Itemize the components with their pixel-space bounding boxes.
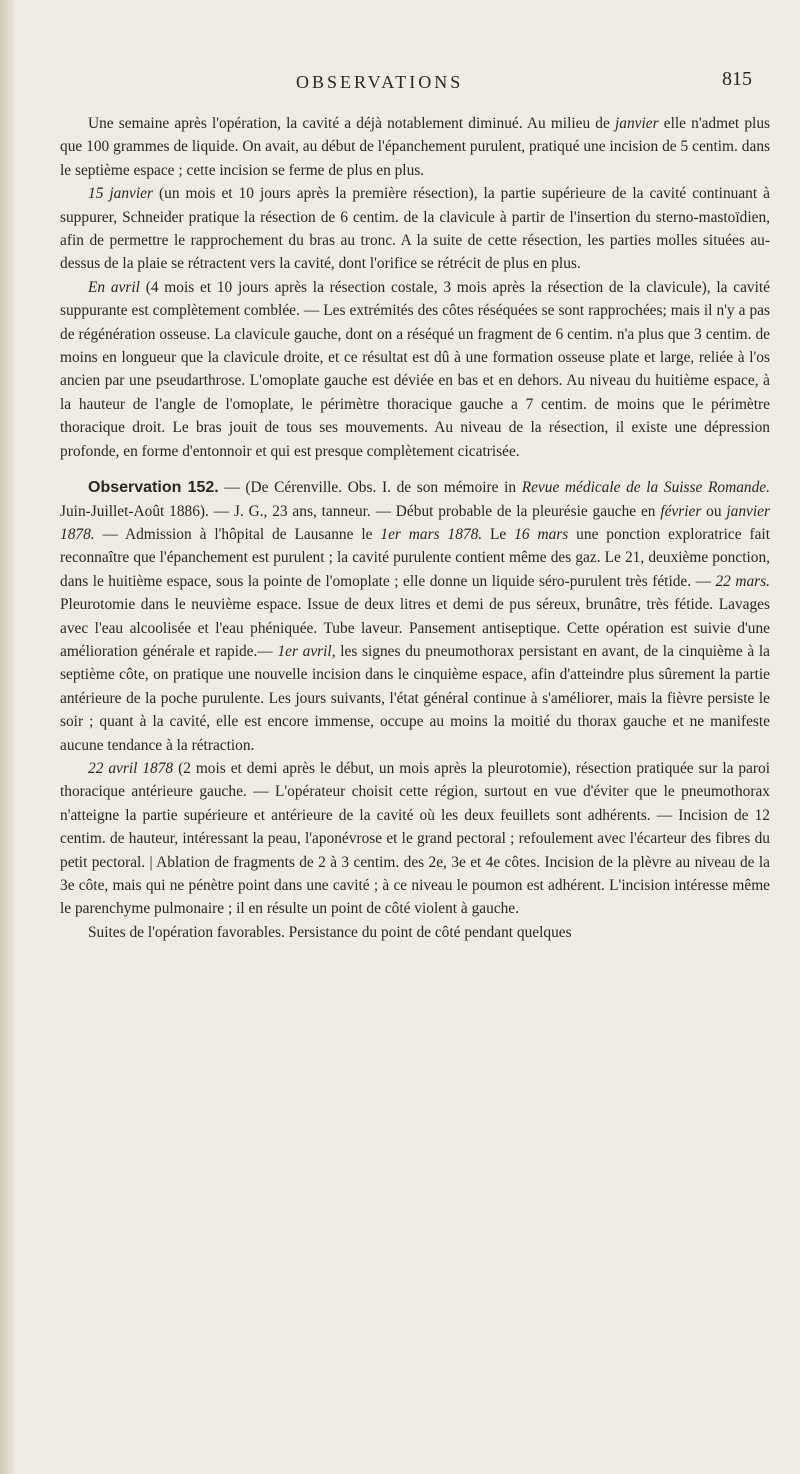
page-body [60, 112, 770, 944]
page-gutter-shadow [0, 0, 14, 1474]
paragraph: Suites de l'opération favorables. Persistance du point de côté pendant quelques [88, 923, 572, 941]
paragraph: 22 avril 1878 (2 mois et demi après le début, un mois après la pleurotomie), résection pratiquée sur la paroi thoracique antérieure gauche. — L'opérateur choisit cette région, surtout en vue d'éviter que le pneumothorax n'atteigne la partie supérieure et antérieure de la cavité où les deux feuillets sont adhérents. — Incision de 12 centim. de hauteur, intéressant la peau, l'aponévrose et le grand pectoral ; refoulement avec l'écarteur des fibres du petit pectoral. | Ablation de fragments de 2 à 3 centim. des 2e, 3e et 4e côtes. Incision de la plèvre au niveau de la 3e côte, mais qui ne pénètre point dans une cavité ; à ce niveau le poumon est adhérent. L'incision intéresse même le parenchyme pulmonaire ; il en résulte un point de côté violent à gauche. [60, 759, 770, 918]
paragraph: En avril (4 mois et 10 jours après la résection costale, 3 mois après la résection de la clavicule), la cavité suppurante est complètement comblée. — Les extrémités des côtes réséquées se sont rapprochées; mais il n'y a pas de régénération osseuse. La clavicule gauche, dont on a réséqué un fragment de 6 centim. n'a plus que 3 centim. de moins en longueur que la clavicule droite, et ce résultat est dû à une formation osseuse plate et large, reliée à l'os ancien par une pseudarthrose. L'omoplate gauche est déviée en bas et en dehors. Au niveau du huitième espace, à la hauteur de l'angle de l'omoplate, le périmètre thoracique gauche a 7 centim. de moins que le périmètre thoracique droit. Le bras jouit de tous ses mouvements. Au niveau de la résection, il existe une dépression profonde, en forme d'entonnoir et qui est presque complètement cicatrisée. [60, 278, 770, 460]
running-head: OBSERVATIONS [296, 72, 464, 92]
page-header [0, 68, 800, 102]
observation-paragraph: Observation 152. — (De Cérenville. Obs. I. de son mémoire in Revue médicale de la Suisse Romande. Juin-Juillet-Août 1886). — J. G., 23 ans, tanneur. — Début probable de la pleurésie gauche en février ou janvier 1878. — Admission à l'hôpital de Lausanne le 1er mars 1878. Le 16 mars une ponction exploratrice fait reconnaître que l'épanchement est purulent ; la cavité purulente contient même des gaz. Le 21, deuxième ponction, dans le huitième espace, sous la pointe de l'omoplate ; elle donne un liquide séro-purulent très fétide. — 22 mars. Pleurotomie dans le neuvième espace. Issue de deux litres et demi de pus séreux, brunâtre, très fétide. Lavages avec l'eau alcoolisée et l'eau phéniquée. Tube laveur. Pansement antiseptique. Cette opération est suivie d'une amélioration générale et rapide.— 1er avril, les signes du pneumothorax persistant en avant, de la cinquième à la septième côte, on pratique une nouvelle incision dans le cinquième espace, afin d'atteindre plus sûrement la partie antérieure de la poche purulente. Les jours suivants, l'état général continue à s'améliorer, mais la fièvre persiste le soir ; quant à la cavité, elle est encore immense, occupe au moins la moitié du thorax gauche et ne manifeste aucune tendance à la rétraction. [60, 479, 771, 754]
observation-title: Observation 152. [88, 479, 219, 497]
paragraph: Une semaine après l'opération, la cavité a déjà notablement diminué. Au milieu de janvier elle n'admet plus que 100 grammes de liquide. On avait, au début de l'épanchement purulent, pratiqué une incision de 5 centim. dans le septième espace ; cette incision se ferme de plus en plus. [60, 115, 771, 179]
page-number: 815 [722, 68, 752, 90]
paragraph: 15 janvier (un mois et 10 jours après la première résection), la partie supérieure de la cavité continuant à suppurer, Schneider pratique la résection de 6 centim. de la clavicule à partir de l'insertion du sterno-mastoïdien, afin de permettre le rapprochement du bras au tronc. A la suite de cette résection, les parties molles situées au-dessus de la plaie se rétractent vers la cavité, dont l'orifice se rétrécit de plus en plus. [60, 185, 770, 273]
